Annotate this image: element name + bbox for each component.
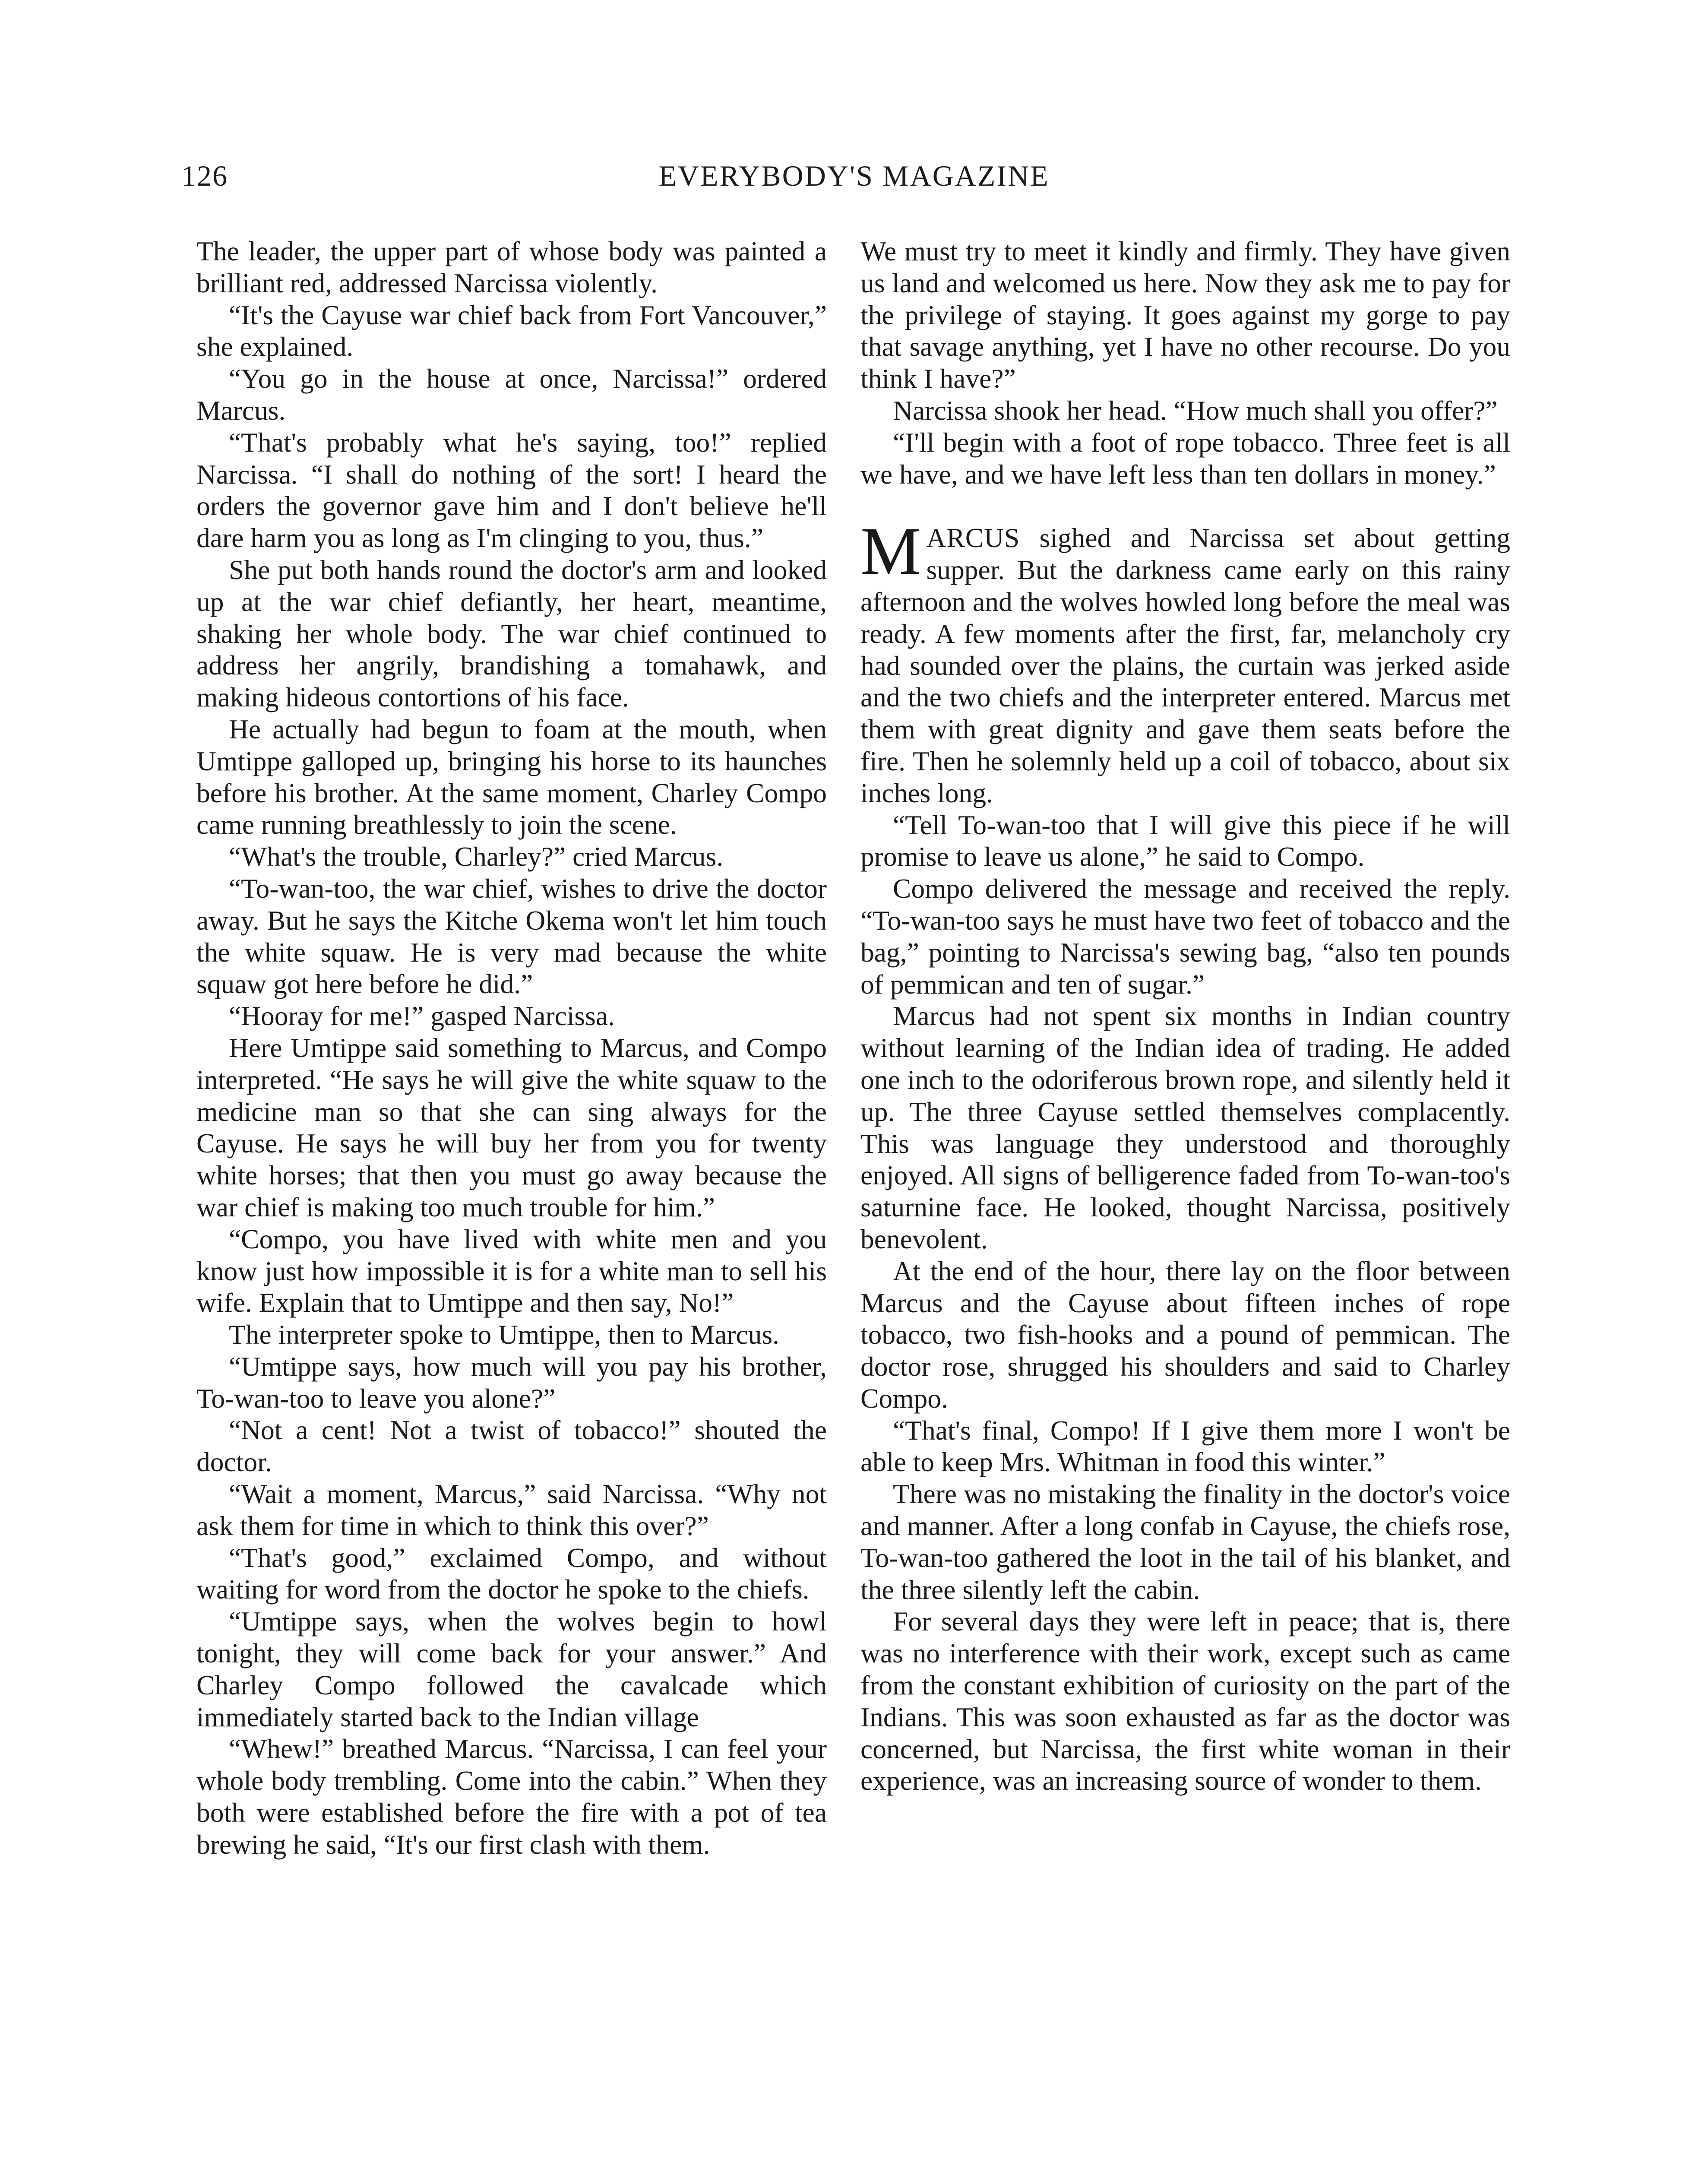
paragraph: She put both hands round the doctor's arm and looked up at the war chief defiantly, her heart, meantime, shaking her whole body. The war chief continued to address her angrily, brandishing a tomahawk, and making hideous contortions of his face. [196,554,827,713]
paragraph: The leader, the upper part of whose body was painted a brilliant red, addressed Narcissa violently. [196,236,827,298]
drop-cap: M [860,513,921,589]
paragraph: “It's the Cayuse war chief back from Fort Vancouver,” she explained. [196,299,827,362]
paragraph: The interpreter spoke to Umtippe, then to Marcus. [229,1319,779,1350]
paragraph: “I'll begin with a foot of rope tobacco. Three feet is all we have, and we have left less than ten dollars in money.” [860,427,1510,490]
paragraph: “Not a cent! Not a twist of tobacco!” shouted the doctor. [196,1415,827,1478]
paragraph: “Whew!” breathed Marcus. “Narcissa, I can feel your whole body trembling. Come into the cabin.” When they both were established before the fire with a pot of tea brewing he said, “It's our first clash with them. [196,1733,827,1860]
paragraph: There was no mistaking the finality in the doctor's voice and manner. After a long confab in Cayuse, the chiefs rose, To-wan-too gathered the loot in the tail of his blanket, and the three silently left the cabin. [860,1478,1510,1605]
opening-small-caps: ARCUS [926,522,1020,554]
paragraph: “That's final, Compo! If I give them more I won't be able to keep Mrs. Whitman in food this winter.” [860,1415,1510,1478]
paragraph: For several days they were left in peace; that is, there was no interference with their work, except such as came from the constant exhibition of curiosity on the part of the Indians. This was soon exhausted as far as the doctor was concerned, but Narcissa, the first white woman in their experience, was an increasing source of wonder to them. [860,1606,1510,1796]
right-column [860,235,1510,1797]
page-number: 126 [181,159,228,192]
paragraph: “You go in the house at once, Narcissa!” ordered Marcus. [196,363,827,426]
paragraph: “What's the trouble, Charley?” cried Marcus. [229,841,724,872]
paragraph: “That's good,” exclaimed Compo, and without waiting for word from the doctor he spoke to the chiefs. [196,1542,827,1605]
section-opening-paragraph [860,513,1510,809]
paragraph: He actually had begun to foam at the mouth, when Umtippe galloped up, bringing his horse to its haunches before his brother. At the same moment, Charley Compo came running breathlessly to join the scene. [196,713,827,840]
paragraph: “Umtippe says, when the wolves begin to howl tonight, they will come back for your answer.” And Charley Compo followed the cavalcade which immediately started back to the Indian village [196,1606,827,1732]
paragraph: “Umtippe says, how much will you pay his brother, To-wan-too to leave you alone?” [196,1351,827,1414]
left-column [196,235,827,1861]
paragraph: Compo delivered the message and received the reply. “To-wan-too says he must have two feet of tobacco and the bag,” pointing to Narcissa's sewing bag, “also ten pounds of pemmican and ten of sugar.” [860,873,1510,1000]
opening-text: sighed and Narcissa set about getting supper. But the darkness came early on this rainy afternoon and the wolves howled long before the meal was ready. A few moments after the first, far, melancholy cry had sounded over the plains, the curtain was jerked aside and the two chiefs and the interpreter entered. Marcus met them with great dignity and gave them seats before the fire. Then he solemnly held up a coil of tobacco, about six inches long. [860,522,1510,808]
paragraph: “To-wan-too, the war chief, wishes to drive the doctor away. But he says the Kitche Okema won't let him touch the white squaw. He is very mad because the white squaw got here before he did.” [196,873,827,1000]
paragraph: “Compo, you have lived with white men and you know just how impossible it is for a white man to sell his wife. Explain that to Umtippe and then say, No!” [196,1223,827,1318]
paragraph: Here Umtippe said something to Marcus, and Compo interpreted. “He says he will give the white squaw to the medicine man so that she can sing always for the Cayuse. He says he will buy her from you for twenty white horses; that then you must go away because the war chief is making too much trouble for him.” [196,1032,827,1222]
running-head: EVERYBODY'S MAGAZINE [658,159,1050,192]
paragraph: Narcissa shook her head. “How much shall you offer?” [893,395,1498,426]
paragraph: “Tell To-wan-too that I will give this piece if he will promise to leave us alone,” he said to Compo. [860,809,1510,872]
paragraph: We must try to meet it kindly and firmly. They have given us land and welcomed us here. Now they ask me to pay for the privilege of staying. It goes against my gorge to pay that savage anything, yet I have no other recourse. Do you think I have?” [860,236,1510,394]
paragraph: “Wait a moment, Marcus,” said Narcissa. “Why not ask them for time in which to think this over?” [196,1478,827,1541]
paragraph: At the end of the hour, there lay on the floor between Marcus and the Cayuse about fifteen inches of rope tobacco, two fish-hooks and a pound of pemmican. The doctor rose, shrugged his shoulders and said to Charley Compo. [860,1255,1510,1414]
paragraph: “Hooray for me!” gasped Narcissa. [229,1000,615,1032]
paragraph: “That's probably what he's saying, too!” replied Narcissa. “I shall do nothing of the sort! I heard the orders the governor gave him and I don't believe he'll dare harm you as long as I'm clinging to you, thus.” [196,427,827,554]
paragraph: Marcus had not spent six months in Indian country without learning of the Indian idea of trading. He added one inch to the odoriferous brown rope, and silently held it up. The three Cayuse settled themselves complacently. This was language they understood and thoroughly enjoyed. All signs of belligerence faded from To-wan-too's saturnine face. He looked, thought Narcissa, positively benevolent. [860,1000,1510,1254]
